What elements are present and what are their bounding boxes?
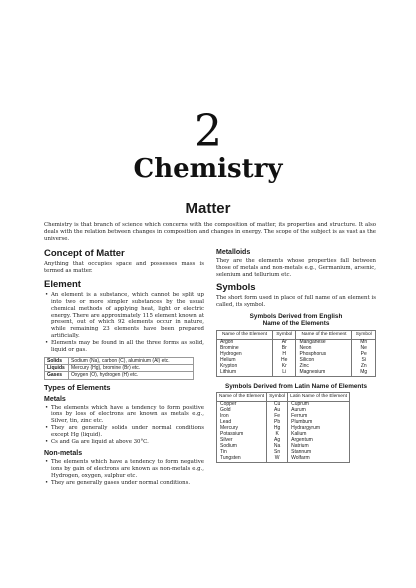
table-cell: W — [267, 456, 288, 462]
latin-symbols-table — [216, 392, 350, 462]
metalloids-heading: Metalloids — [216, 249, 251, 256]
element-heading: Element — [44, 278, 81, 290]
column-header: Name of the Element — [217, 331, 273, 340]
concept-heading: Concept of Matter — [44, 248, 125, 259]
table-row — [217, 370, 376, 376]
table-cell: Krypton — [217, 364, 273, 370]
table-cell: Potassium — [217, 432, 267, 438]
section-title: Matter — [185, 200, 231, 217]
metals-heading: Metals — [44, 395, 66, 403]
latin-table-title: Symbols Derived from Latin Name of Elements — [224, 382, 368, 390]
table-cell: Hydrogen — [217, 352, 273, 358]
english-table-title-line1: Symbols Derived from English — [249, 312, 343, 320]
table-cell: Ferrum — [288, 414, 350, 420]
table-cell: Natrium — [288, 444, 350, 450]
table-cell: Ne — [352, 346, 376, 352]
table-cell: K — [267, 432, 288, 438]
table-cell: Sodium — [217, 444, 267, 450]
nonmetals-heading: Non-metals — [44, 450, 83, 458]
list-item: • Elements may be found in all the three forms as solid, liquid or gas. — [44, 340, 204, 354]
table-cell: Manganese — [296, 339, 352, 345]
table-cell: Argon — [217, 339, 273, 345]
table-cell: Br — [273, 346, 296, 352]
chapter-number: 2 — [194, 106, 222, 157]
table-cell: Gold — [217, 408, 267, 414]
english-table-title-line2: Name of the Elements — [262, 320, 330, 328]
table-cell: Silver — [217, 438, 267, 444]
table-cell: Tin — [217, 450, 267, 456]
table-cell: Kr — [273, 364, 296, 370]
table-cell: Mercury — [217, 426, 267, 432]
column-header: Latin Name of the Element — [288, 393, 350, 402]
metals-bullets — [44, 405, 204, 446]
table-cell: Tungsten — [217, 456, 267, 462]
types-heading: Types of Elements — [44, 382, 111, 392]
table-cell: Plumbum — [288, 420, 350, 426]
list-item: • They are generally solids under normal conditions except Hg (liquid). — [44, 425, 204, 439]
table-cell: Wolfarm — [288, 456, 350, 462]
table-cell: Argentum — [288, 438, 350, 444]
table-cell: Zinc — [296, 364, 352, 370]
column-header: Symbol — [267, 393, 288, 402]
list-item: • The elements which have a tendency to form negative ions by gain of electrons are known as non-metals e.g., Hydrogen, oxygen, sulphur etc. — [44, 459, 204, 480]
table-cell: Silicon — [296, 358, 352, 364]
form-key: Liquids — [45, 365, 69, 372]
form-key: Solids — [45, 357, 69, 364]
column-header: Symbol — [273, 331, 296, 340]
table-cell: Bromine — [217, 346, 273, 352]
table-cell: Hg — [267, 426, 288, 432]
table-row — [45, 357, 194, 364]
table-cell: Lithium — [217, 370, 273, 376]
chapter-title: Chemistry — [133, 154, 283, 184]
table-cell: Neon — [296, 346, 352, 352]
table-cell: Si — [352, 358, 376, 364]
table-cell: Magnesium — [296, 370, 352, 376]
table-cell: Hydrargyrum — [288, 426, 350, 432]
concept-text: Anything that occupies space and possesses mass is termed as matter. — [44, 261, 204, 274]
table-cell: Ar — [273, 339, 296, 345]
metalloids-text: They are the elements whose properties fall between those of metals and non-metals e.g., Germanium, arsenic, selenium and tellurium etc. — [216, 258, 376, 278]
table-cell: Sn — [267, 450, 288, 456]
table-cell: Ag — [267, 438, 288, 444]
element-bullets — [44, 292, 204, 354]
intro-paragraph: Chemistry is that branch of science which concerns with the composition of matter, its properties and structure. It also deals with the relation between changes in composition and changes in energy. The scope of the subject is as vast as the universe. — [44, 222, 376, 242]
table-header-row — [217, 393, 350, 402]
column-header: Name of the Element — [296, 331, 352, 340]
list-item: • Cs and Ga are liquid at above 30°C. — [44, 439, 204, 446]
symbols-heading: Symbols — [216, 281, 256, 293]
table-cell: Helium — [217, 358, 273, 364]
column-header: Symbol — [352, 331, 376, 340]
table-cell: Copper — [217, 402, 267, 408]
table-cell: Mn — [352, 339, 376, 345]
table-cell: Stannum — [288, 450, 350, 456]
table-cell: Kalium — [288, 432, 350, 438]
table-cell: Na — [267, 444, 288, 450]
form-key: Gases — [45, 372, 69, 379]
element-forms-table — [44, 357, 194, 380]
table-cell: Lead — [217, 420, 267, 426]
right-column — [216, 248, 376, 463]
table-cell: Phosphorus — [296, 352, 352, 358]
nonmetals-bullets — [44, 459, 204, 487]
table-cell: Li — [273, 370, 296, 376]
table-cell: Au — [267, 408, 288, 414]
list-item: • An element is a substance, which cannot be split up into two or more simpler substances by the usual chemical methods of applying heat, light or electric energy. There are approximately 115 element known at present, out of which 92 elements occur in nature, while remaining 23 elements have been prepared artificially. — [44, 292, 204, 340]
table-cell: Aurum — [288, 408, 350, 414]
table-row — [45, 372, 194, 379]
form-value: Oxygen (O), hydrogen (H) etc. — [69, 372, 194, 379]
list-item: • They are generally gases under normal conditions. — [44, 480, 204, 487]
table-row — [217, 456, 350, 462]
table-cell: Mg — [352, 370, 376, 376]
english-table-title — [216, 313, 376, 329]
form-value: Mercury (Hg), bromine (Br) etc. — [69, 365, 194, 372]
table-row — [45, 365, 194, 372]
table-header-row — [217, 331, 376, 340]
table-cell: Pe — [352, 352, 376, 358]
symbols-text: The short form used in place of full name of an element is called, its symbol. — [216, 294, 376, 308]
column-header: Name of the Element — [217, 393, 267, 402]
table-cell: Fe — [267, 414, 288, 420]
table-cell: Cuprum — [288, 402, 350, 408]
english-symbols-table — [216, 330, 376, 377]
form-value: Sodium (Na), carbon (C), aluminium (Al) etc. — [69, 357, 194, 364]
table-cell: He — [273, 358, 296, 364]
left-column — [44, 248, 204, 487]
table-cell: Iron — [217, 414, 267, 420]
table-cell: H — [273, 352, 296, 358]
table-cell: Pb — [267, 420, 288, 426]
list-item: • The elements which have a tendency to form positive ions by loss of electrons are known as metals e.g., Silver, tin, zinc etc. — [44, 405, 204, 426]
table-cell: Cu — [267, 402, 288, 408]
table-cell: Zn — [352, 364, 376, 370]
